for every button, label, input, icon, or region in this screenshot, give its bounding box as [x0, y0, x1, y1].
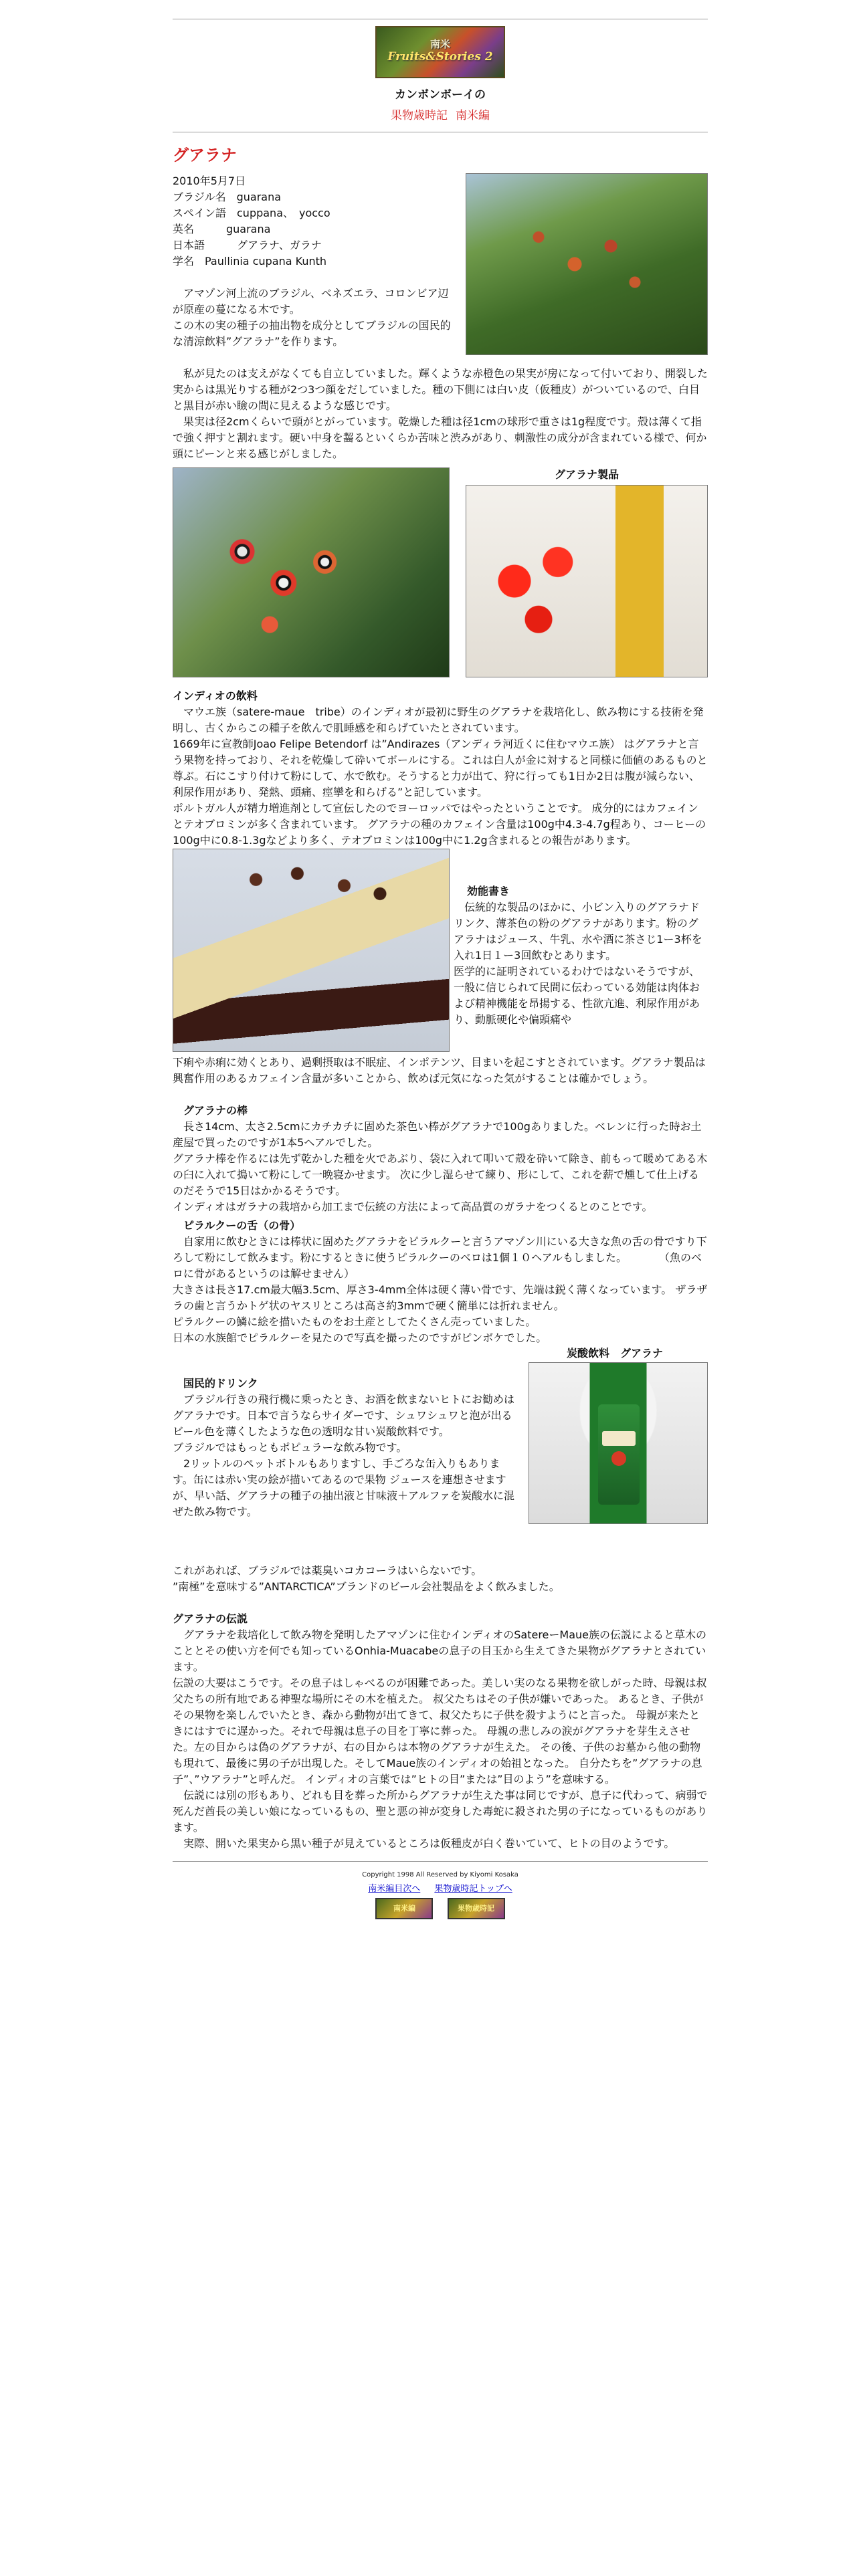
- stick-para1: 長さ14cm、太さ2.5cmにカチカチに固めた茶色い棒がグアラナで100gありました。ベレンに行った時お土産屋で買ったのですが1本5ヘアルでした。: [173, 1120, 702, 1149]
- saijiki-button[interactable]: 果物歳時記: [448, 1898, 505, 1919]
- drink-heading: インディオの飲料: [173, 689, 258, 702]
- national-heading: 国民的ドリンク: [173, 1377, 258, 1390]
- banner-line1: 南米: [430, 38, 450, 50]
- national-full: [173, 1563, 708, 1595]
- pirarucu-para1: 自家用に飲むときには棒状に固めたグアラナをピラルクーと言うアマゾン川にいる大きな魚の舌の骨ですり下ろして粉にして飲みます。粉にするときに使うピラルクーのベロは1個１０ヘアルもしました。 （魚のベロに骨があるというのは解せません）: [173, 1235, 707, 1280]
- footer-divider: [173, 1861, 708, 1862]
- intro-section: [173, 173, 708, 467]
- link-saijiki-top[interactable]: 果物歳時記トップへ: [434, 1884, 512, 1894]
- legend-section: [173, 1611, 708, 1852]
- nav-buttons: [173, 1898, 708, 1919]
- legend-heading: グアラナの伝説: [173, 1612, 248, 1625]
- national-para4: これがあれば、ブラジルでは薬臭いコカコーラはいらないです。: [173, 1564, 482, 1577]
- link-south-america-index[interactable]: 南米編目次へ: [368, 1884, 421, 1894]
- copyright: Copyright 1998 All Reserved by Kiyomi Kosaka: [362, 1871, 518, 1879]
- site-banner-logo: [375, 26, 505, 78]
- soda-caption: 炭酸飲料 グアラナ: [566, 1347, 663, 1360]
- pirarucu-para4: 日本の水族館でピラルクーを見たので写真を撮ったのですがピンボケでした。: [173, 1331, 547, 1344]
- pirarucu-heading: ピラルクーの舌（の骨）: [173, 1219, 301, 1232]
- effects-section: [173, 849, 708, 1055]
- guarana-can-photo: [529, 1362, 708, 1524]
- section-label-a: 果物歳時記: [391, 109, 448, 122]
- stick-para2: グアラナ棒を作るには先ず乾かした種を火であぶり、袋に入れて叩いて殻を砕いて除き、前もって暖めてある木の臼に入れて搗いて粉にして一晩寝かせます。 次に少し湿らせて練り、形にして、これを薪で燻して仕上げるのだそうで15日はかかるそうです。: [173, 1152, 708, 1197]
- national-para3: 2リットルのペットボトルもありますし、手ごろな缶入りもあります。缶には赤い実の絵が描いてあるので果物 ジュースを連想させますが、早い話、グアラナの種子の抽出液と甘味液＋アルファを炭酸水に混ぜた飲み物です。: [173, 1457, 515, 1518]
- effects-full: [173, 1055, 708, 1087]
- section-label: [173, 106, 708, 122]
- intro-text-full: [173, 366, 708, 462]
- pirarucu-para3: ピラルクーの鱗に絵を描いたものをお土産としてたくさん売っていました。: [173, 1315, 537, 1328]
- guarana-products-photo: [466, 485, 708, 677]
- pirarucu-section: [173, 1218, 708, 1346]
- stick-section: [173, 1103, 708, 1215]
- banner-line2: Fruits&Stories 2: [387, 50, 493, 64]
- national-para2: ブラジルではもっともポピュラーな飲み物です。: [173, 1441, 407, 1454]
- national-section: [173, 1346, 708, 1595]
- legend-para1: グアラナを栽培化して飲み物を発明したアマゾンに住むインディオのSatereーMaue族の伝説によると草木のこととその使い方を何でも知っているOnhia-Muacabeの息子の目玉から生えてきた果物がグアラナとされています。: [173, 1628, 706, 1673]
- name-brazil: ブラジル名 guarana: [173, 191, 282, 203]
- drink-section: [173, 688, 708, 849]
- guarana-stick-photo: [173, 849, 450, 1052]
- name-japanese: 日本語 グアラナ、ガラナ: [173, 239, 322, 251]
- intro-date: 2010年5月7日: [173, 175, 246, 187]
- photo-pair: [173, 467, 708, 688]
- effects-side: [454, 883, 708, 1028]
- south-america-button[interactable]: 南米編: [375, 1898, 433, 1919]
- stick-para3: インディオはガラナの栽培から加工まで伝統の方法によって高品質のガラナをつくるとのことです。: [173, 1200, 653, 1213]
- guarana-branch-photo: [173, 467, 450, 677]
- name-spanish: スペイン語 cuppana、 yocco: [173, 207, 330, 219]
- effects-side-text: 伝統的な製品のほかに、小ビン入りのグアラナドリンク、薄茶色の粉のグアラナがあります。粉のグアラナはジュース、牛乳、水や酒に茶さじ1ー3杯を入れ1日１ー3回飲むとあります。: [454, 901, 702, 962]
- site-subtitle: カンボンボーイの: [395, 88, 486, 102]
- intro-para1: アマゾン河上流のブラジル、ベネズエラ、コロンビア辺が原産の蔓になる木です。: [173, 287, 449, 316]
- can-label-icon: [598, 1404, 640, 1505]
- legend-para4: 実際、開いた果実から黒い種子が見えているところは仮種皮が白く巻いていて、ヒトの目のようです。: [173, 1837, 675, 1850]
- intro-text-col: [173, 173, 456, 350]
- drink-para2: 1669年に宣教師Joao Felipe Betendorf は”Andirazes（アンディラ河近くに住むマウエ族） はグアラナと言う果物を持っており、それを乾燥して砕いてボールにする。これは白人が金に対すると同様に価値のあるものと尊ぶ。石にこすり付けて粉にして、水で飲む。そうすると力が出て、狩に行っても1日か2日は腹が減らない、利尿作用があり、発熱、頭痛、痙攣を和らげる”と記しています。: [173, 738, 708, 798]
- effects-heading: 効能書き: [467, 885, 510, 897]
- page-content: [173, 0, 708, 1919]
- effects-full-text: 下痢や赤痢に効くとあり、過剰摂取は不眠症、インポテンツ、目まいを起こすとされています。グアラナ製品は興奮作用のあるカフェイン含量が多いことから、飲めば元気になった気がすることは確かでしょう。: [173, 1056, 706, 1085]
- page-title: グアラナ: [173, 146, 237, 165]
- legend-para2: 伝説の大要はこうです。その息子はしゃべるのが困難であった。美しい実のなる果物を欲しがった時、母親は叔父たちの所有地である神聖な場所にその木を植えた。 叔父たちはその子供が嫌いであった。 あるとき、子供がその果物を楽しんでいたとき、森から動物が出てきて、叔父たちに子供を殺すようにと言った。 母親が来たときにはすでに遅かった。それで母親は息子の目を丁寧に葬った。 母親の悲しみの涙がグアラナを芽生えさせた。左の目からは偽のグアラナが、右の目からは本物のグアラナが生えた。 その後、子供のお墓から他の動物も現れて、最後に男の子が出現した。そしてMaue族のインディオの始祖となった。 自分たちを”グアラナの息子”、”ウアラナ”と呼んだ。 インディオの言葉では”ヒトの目”または”目のよう”を意味する。: [173, 1677, 707, 1786]
- stick-heading: グアラナの棒: [173, 1104, 248, 1117]
- section-label-b: 南米編: [456, 109, 490, 122]
- name-scientific: 学名 Paullinia cupana Kunth: [173, 255, 327, 267]
- drink-para1: マウエ族（satere-maue tribe）のインディオが最初に野生のグアラナを栽培化し、飲み物にする技術を発明し、古くからこの種子を飲んで肌睡感を和らげていたとされています。: [173, 706, 704, 734]
- name-english: 英名 guarana: [173, 223, 271, 235]
- national-text: [173, 1376, 520, 1520]
- pirarucu-para2: 大きさは長さ17.cm最大幅3.5cm、厚さ3-4mm全体は硬く薄い骨です、先端は鋭く薄くなっています。 ザラザラの歯と言うかトゲ状のヤスリところは高さ約3mmで硬く簡単には折れません。: [173, 1283, 708, 1312]
- header: [173, 26, 708, 122]
- guarana-fruit-photo: [466, 173, 708, 355]
- footer: [173, 1871, 708, 1919]
- legend-para3: 伝説には別の形もあり、どれも目を葬った所からグアラナが生えた事は同じですが、息子に代わって、病弱で死んだ酋長の美しい娘になっているもの、聖と悪の神が変身した毒蛇に殺された男の子になっているものがあります。: [173, 1789, 708, 1834]
- effects-side-text2: 医学的に証明されているわけではないそうですが、一般に信じられて民間に伝わっている効能は肉体および精神機能を昂揚する、性欲亢進、利尿作用があり、動脈硬化や偏頭痛や: [454, 965, 700, 1026]
- products-caption: グアラナ製品: [554, 468, 619, 481]
- intro-para3: 私が見たのは支えがなくても自立していました。輝くような赤橙色の果実が房になって付いており、開裂した実からは黒光りする種が2つ3つ顔をだしていました。種の下側には白い皮（仮種皮）がついているので、白目と黒目が赤い瞼の間に見えるような感じです。: [173, 367, 708, 412]
- drink-para3: ポルトガル人が精力増進剤として宣伝したのでヨーロッパではやったということです。 成分的にはカフェインとテオブロミンが多く含まれています。 グアラナの種のカフェイン含量は100g中4.3-4.7g程あり、コーヒーの100g中に0.8-1.3gなどより多く、テオブロミンは100g中に1.2g含まれるとの報告があります。: [173, 802, 706, 847]
- national-para5: ”南極”を意味する”ANTARCTICA”ブランドのビール会社製品をよく飲みました。: [173, 1580, 560, 1593]
- national-para1: ブラジル行きの飛行機に乗ったとき、お酒を飲まないヒトにお勧めはグアラナです。日本で言うならサイダーです、シュワシュワと泡が出るビール色を薄くしたような色の透明な甘い炭酸飲料です。: [173, 1393, 514, 1438]
- intro-para2: この木の実の種子の抽出物を成分としてブラジルの国民的な清涼飲料”グアラナ”を作ります。: [173, 319, 451, 348]
- intro-para4: 果実は径2cmくらいで頭がとがっています。乾燥した種は径1cmの球形で重さは1g程度です。殻は薄くて指で強く押すと割れます。硬い中身を齧るといくらか苦味と渋みがあり、刺激性の成分が含まれている様で、何か頭にピーンと来る感じがしました。: [173, 415, 707, 460]
